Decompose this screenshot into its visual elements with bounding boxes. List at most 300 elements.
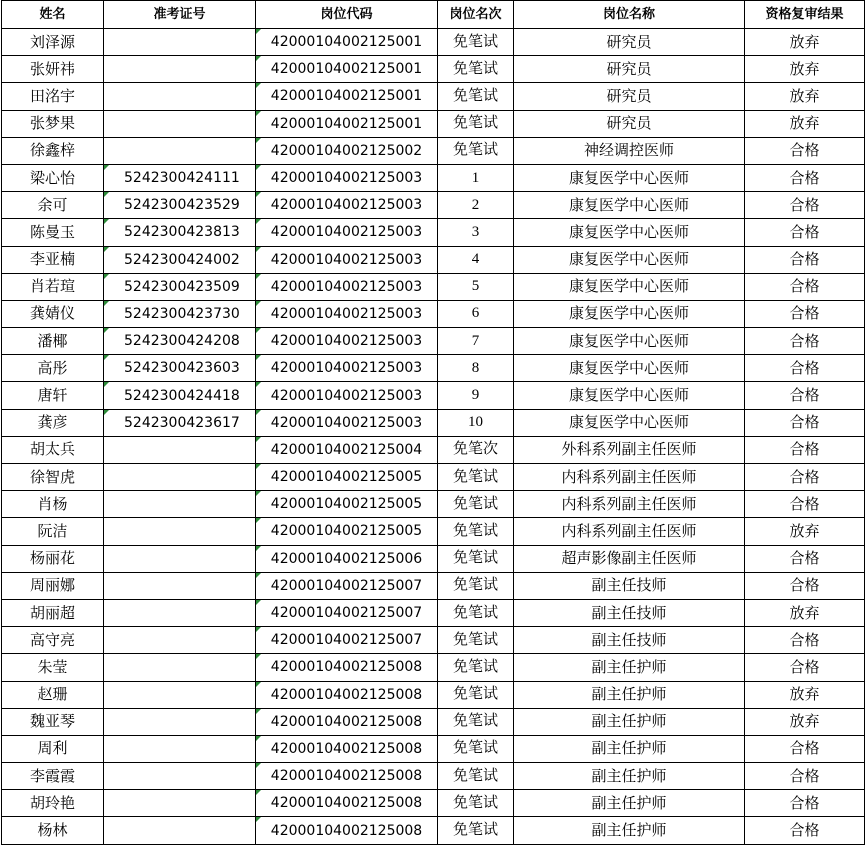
table-row bbox=[2, 545, 865, 572]
cell-name[interactable] bbox=[2, 572, 104, 599]
cell-code[interactable] bbox=[256, 137, 438, 164]
cell-name[interactable] bbox=[2, 137, 104, 164]
cell-code[interactable] bbox=[256, 572, 438, 599]
cell-marker-icon bbox=[256, 410, 261, 415]
cell-title-text: 副主任护师 bbox=[591, 712, 667, 731]
cell-result[interactable] bbox=[745, 83, 865, 110]
cell-name[interactable] bbox=[2, 708, 104, 735]
cell-rank[interactable] bbox=[438, 355, 514, 382]
cell-rank-text: 5 bbox=[471, 278, 480, 295]
cell-result-text: 合格 bbox=[789, 494, 820, 513]
cell-rank[interactable] bbox=[438, 545, 514, 572]
cell-result[interactable] bbox=[745, 708, 865, 735]
cell-result[interactable] bbox=[745, 219, 865, 246]
cell-name[interactable] bbox=[2, 464, 104, 491]
cell-title[interactable] bbox=[514, 273, 745, 300]
cell-exam-id[interactable] bbox=[104, 627, 256, 654]
cell-exam-id[interactable] bbox=[104, 599, 256, 626]
cell-exam-id[interactable] bbox=[104, 572, 256, 599]
cell-marker-icon bbox=[256, 491, 261, 496]
cell-exam-id[interactable] bbox=[104, 708, 256, 735]
cell-rank[interactable] bbox=[438, 572, 514, 599]
cell-exam-id[interactable] bbox=[104, 164, 256, 191]
cell-name-text: 张妍祎 bbox=[29, 59, 75, 78]
cell-code-text: 42000104002125003 bbox=[270, 333, 423, 350]
cell-code[interactable] bbox=[256, 219, 438, 246]
cell-name-text: 赵珊 bbox=[37, 685, 68, 704]
cell-result[interactable] bbox=[745, 627, 865, 654]
cell-code-text: 42000104002125003 bbox=[270, 305, 423, 322]
cell-result[interactable] bbox=[745, 56, 865, 83]
cell-code-text: 42000104002125005 bbox=[270, 469, 423, 486]
cell-exam-id-text: 5242300424002 bbox=[124, 251, 240, 268]
cell-title-text: 康复医学中心医师 bbox=[568, 304, 689, 323]
cell-rank-text: 免笔试 bbox=[452, 767, 498, 784]
cell-rank[interactable] bbox=[438, 735, 514, 762]
cell-exam-id[interactable] bbox=[104, 246, 256, 273]
cell-rank[interactable] bbox=[438, 382, 514, 409]
cell-exam-id[interactable] bbox=[104, 518, 256, 545]
cell-title-text: 超声影像副主任医师 bbox=[561, 549, 697, 568]
cell-code-text: 42000104002125005 bbox=[270, 496, 423, 513]
cell-result[interactable] bbox=[745, 491, 865, 518]
table-row bbox=[2, 29, 865, 56]
cell-exam-id[interactable] bbox=[104, 464, 256, 491]
cell-result-text: 合格 bbox=[789, 168, 820, 187]
cell-title-text: 康复医学中心医师 bbox=[568, 168, 689, 187]
cell-result-text: 放弃 bbox=[789, 86, 820, 105]
cell-rank[interactable] bbox=[438, 246, 514, 273]
cell-result-text: 合格 bbox=[789, 549, 820, 568]
cell-rank-text: 免笔试 bbox=[452, 740, 498, 757]
cell-name-text: 周丽娜 bbox=[29, 576, 75, 595]
cell-title[interactable] bbox=[514, 83, 745, 110]
cell-result[interactable] bbox=[745, 29, 865, 56]
cell-marker-icon bbox=[256, 247, 261, 252]
cell-name[interactable] bbox=[2, 29, 104, 56]
cell-rank-text: 免笔试 bbox=[452, 631, 498, 648]
cell-title[interactable] bbox=[514, 735, 745, 762]
cell-code[interactable] bbox=[256, 164, 438, 191]
cell-result-text: 放弃 bbox=[789, 685, 820, 704]
cell-result-text: 合格 bbox=[789, 793, 820, 812]
table-row bbox=[2, 409, 865, 436]
cell-title-text: 康复医学中心医师 bbox=[568, 331, 689, 350]
cell-result[interactable] bbox=[745, 518, 865, 545]
cell-marker-icon bbox=[256, 192, 261, 197]
cell-name-text: 肖杨 bbox=[37, 494, 68, 513]
cell-code-text: 42000104002125001 bbox=[270, 115, 423, 132]
cell-name[interactable] bbox=[2, 518, 104, 545]
cell-exam-id[interactable] bbox=[104, 355, 256, 382]
cell-name-text: 杨丽花 bbox=[29, 549, 75, 568]
table-row bbox=[2, 572, 865, 599]
cell-title-text: 内科系列副主任医师 bbox=[561, 494, 697, 513]
cell-name[interactable] bbox=[2, 735, 104, 762]
header-name: 姓名 bbox=[2, 1, 104, 29]
cell-code[interactable] bbox=[256, 273, 438, 300]
cell-title[interactable] bbox=[514, 29, 745, 56]
cell-result[interactable] bbox=[745, 246, 865, 273]
cell-code-text: 42000104002125003 bbox=[270, 278, 423, 295]
cell-marker-icon bbox=[256, 654, 261, 659]
cell-rank[interactable] bbox=[438, 436, 514, 463]
cell-title-text: 康复医学中心医师 bbox=[568, 277, 689, 296]
cell-code[interactable] bbox=[256, 735, 438, 762]
cell-result-text: 合格 bbox=[789, 141, 820, 160]
cell-name[interactable] bbox=[2, 382, 104, 409]
cell-title[interactable] bbox=[514, 627, 745, 654]
cell-title[interactable] bbox=[514, 409, 745, 436]
cell-exam-id[interactable] bbox=[104, 491, 256, 518]
cell-code[interactable] bbox=[256, 110, 438, 137]
cell-code[interactable] bbox=[256, 708, 438, 735]
table-row bbox=[2, 83, 865, 110]
cell-title[interactable] bbox=[514, 817, 745, 844]
cell-marker-icon bbox=[256, 627, 261, 632]
cell-code[interactable] bbox=[256, 56, 438, 83]
cell-result[interactable] bbox=[745, 300, 865, 327]
cell-name[interactable] bbox=[2, 409, 104, 436]
cell-title[interactable] bbox=[514, 464, 745, 491]
cell-marker-icon bbox=[256, 709, 261, 714]
cell-rank-text: 4 bbox=[471, 251, 480, 268]
cell-result[interactable] bbox=[745, 817, 865, 844]
cell-title-text: 副主任技师 bbox=[591, 576, 667, 595]
cell-name[interactable] bbox=[2, 790, 104, 817]
cell-title[interactable] bbox=[514, 110, 745, 137]
cell-name[interactable] bbox=[2, 328, 104, 355]
cell-name-text: 魏亚琴 bbox=[29, 712, 75, 731]
cell-name-text: 田洺宇 bbox=[29, 86, 75, 105]
cell-rank-text: 6 bbox=[471, 305, 480, 322]
cell-name-text: 李霞霞 bbox=[29, 766, 75, 785]
cell-marker-icon bbox=[256, 600, 261, 605]
cell-title-text: 康复医学中心医师 bbox=[568, 195, 689, 214]
cell-title[interactable] bbox=[514, 790, 745, 817]
cell-result-text: 合格 bbox=[789, 766, 820, 785]
cell-code[interactable] bbox=[256, 599, 438, 626]
cell-marker-icon bbox=[256, 83, 261, 88]
cell-code[interactable] bbox=[256, 300, 438, 327]
cell-result[interactable] bbox=[745, 382, 865, 409]
cell-result[interactable] bbox=[745, 164, 865, 191]
cell-exam-id[interactable] bbox=[104, 110, 256, 137]
cell-rank[interactable] bbox=[438, 83, 514, 110]
cell-exam-id[interactable] bbox=[104, 83, 256, 110]
cell-rank[interactable] bbox=[438, 164, 514, 191]
cell-name-text: 潘椰 bbox=[37, 331, 68, 350]
cell-title[interactable] bbox=[514, 56, 745, 83]
cell-code-text: 42000104002125007 bbox=[270, 605, 423, 622]
cell-exam-id-text: 5242300423509 bbox=[124, 278, 240, 295]
cell-result-text: 放弃 bbox=[789, 712, 820, 731]
cell-name[interactable] bbox=[2, 56, 104, 83]
cell-name[interactable] bbox=[2, 219, 104, 246]
cell-title[interactable] bbox=[514, 246, 745, 273]
table-row bbox=[2, 599, 865, 626]
cell-name[interactable] bbox=[2, 83, 104, 110]
cell-name[interactable] bbox=[2, 246, 104, 273]
cell-result[interactable] bbox=[745, 436, 865, 463]
cell-marker-icon bbox=[104, 355, 109, 360]
cell-rank[interactable] bbox=[438, 300, 514, 327]
cell-result[interactable] bbox=[745, 681, 865, 708]
cell-result[interactable] bbox=[745, 355, 865, 382]
cell-title[interactable] bbox=[514, 518, 745, 545]
cell-result[interactable] bbox=[745, 137, 865, 164]
cell-marker-icon bbox=[104, 301, 109, 306]
cell-title[interactable] bbox=[514, 164, 745, 191]
cell-result-text: 合格 bbox=[789, 304, 820, 323]
cell-name-text: 张梦果 bbox=[29, 114, 75, 133]
cell-result[interactable] bbox=[745, 110, 865, 137]
cell-code[interactable] bbox=[256, 29, 438, 56]
cell-rank-text: 3 bbox=[471, 223, 480, 240]
cell-result[interactable] bbox=[745, 328, 865, 355]
cell-code[interactable] bbox=[256, 654, 438, 681]
cell-exam-id[interactable] bbox=[104, 192, 256, 219]
table-row bbox=[2, 436, 865, 463]
cell-rank[interactable] bbox=[438, 627, 514, 654]
cell-exam-id[interactable] bbox=[104, 681, 256, 708]
cell-name[interactable] bbox=[2, 192, 104, 219]
cell-code[interactable] bbox=[256, 518, 438, 545]
cell-title[interactable] bbox=[514, 355, 745, 382]
cell-marker-icon bbox=[256, 138, 261, 143]
table-row bbox=[2, 817, 865, 844]
cell-result[interactable] bbox=[745, 599, 865, 626]
cell-name[interactable] bbox=[2, 817, 104, 844]
cell-exam-id[interactable] bbox=[104, 137, 256, 164]
cell-exam-id[interactable] bbox=[104, 273, 256, 300]
cell-name-text: 刘泽源 bbox=[29, 32, 75, 51]
cell-rank[interactable] bbox=[438, 29, 514, 56]
cell-result[interactable] bbox=[745, 273, 865, 300]
cell-name[interactable] bbox=[2, 273, 104, 300]
cell-marker-icon bbox=[104, 328, 109, 333]
cell-title[interactable] bbox=[514, 681, 745, 708]
cell-rank[interactable] bbox=[438, 763, 514, 790]
header-rank: 岗位名次 bbox=[438, 1, 514, 29]
cell-title[interactable] bbox=[514, 436, 745, 463]
cell-name[interactable] bbox=[2, 627, 104, 654]
cell-rank[interactable] bbox=[438, 790, 514, 817]
cell-result[interactable] bbox=[745, 763, 865, 790]
cell-exam-id[interactable] bbox=[104, 328, 256, 355]
cell-exam-id[interactable] bbox=[104, 436, 256, 463]
cell-result-text: 合格 bbox=[789, 739, 820, 758]
cell-code[interactable] bbox=[256, 681, 438, 708]
cell-name[interactable] bbox=[2, 355, 104, 382]
table-row bbox=[2, 627, 865, 654]
cell-code-text: 42000104002125008 bbox=[270, 822, 423, 839]
cell-name[interactable] bbox=[2, 491, 104, 518]
cell-title[interactable] bbox=[514, 192, 745, 219]
cell-name[interactable] bbox=[2, 545, 104, 572]
cell-name-text: 胡玲艳 bbox=[29, 793, 75, 812]
cell-title[interactable] bbox=[514, 491, 745, 518]
cell-rank[interactable] bbox=[438, 518, 514, 545]
cell-code[interactable] bbox=[256, 83, 438, 110]
cell-marker-icon bbox=[104, 192, 109, 197]
cell-name[interactable] bbox=[2, 110, 104, 137]
cell-rank[interactable] bbox=[438, 110, 514, 137]
cell-result[interactable] bbox=[745, 192, 865, 219]
cell-name-text: 龚婧仪 bbox=[29, 304, 75, 323]
cell-result-text: 放弃 bbox=[789, 32, 820, 51]
cell-exam-id[interactable] bbox=[104, 219, 256, 246]
cell-code[interactable] bbox=[256, 763, 438, 790]
cell-title[interactable] bbox=[514, 300, 745, 327]
cell-result[interactable] bbox=[745, 790, 865, 817]
cell-exam-id-text: 5242300424418 bbox=[124, 387, 240, 404]
cell-code[interactable] bbox=[256, 436, 438, 463]
cell-marker-icon bbox=[256, 790, 261, 795]
cell-exam-id[interactable] bbox=[104, 790, 256, 817]
cell-code[interactable] bbox=[256, 491, 438, 518]
cell-exam-id[interactable] bbox=[104, 735, 256, 762]
table-row bbox=[2, 382, 865, 409]
cell-title-text: 内科系列副主任医师 bbox=[561, 467, 697, 486]
cell-title[interactable] bbox=[514, 328, 745, 355]
cell-exam-id[interactable] bbox=[104, 409, 256, 436]
cell-rank[interactable] bbox=[438, 817, 514, 844]
cell-title-text: 康复医学中心医师 bbox=[568, 250, 689, 269]
cell-exam-id[interactable] bbox=[104, 817, 256, 844]
cell-code-text: 42000104002125004 bbox=[270, 441, 423, 458]
cell-rank[interactable] bbox=[438, 708, 514, 735]
cell-marker-icon bbox=[256, 817, 261, 822]
cell-exam-id[interactable] bbox=[104, 654, 256, 681]
cell-title-text: 神经调控医师 bbox=[583, 141, 674, 160]
cell-code[interactable] bbox=[256, 627, 438, 654]
cell-exam-id[interactable] bbox=[104, 382, 256, 409]
cell-exam-id[interactable] bbox=[104, 29, 256, 56]
cell-title[interactable] bbox=[514, 708, 745, 735]
cell-title[interactable] bbox=[514, 382, 745, 409]
cell-title[interactable] bbox=[514, 763, 745, 790]
cell-code[interactable] bbox=[256, 328, 438, 355]
cell-code-text: 42000104002125003 bbox=[270, 387, 423, 404]
table-row bbox=[2, 681, 865, 708]
cell-rank-text: 免笔试 bbox=[452, 115, 498, 132]
cell-code[interactable] bbox=[256, 790, 438, 817]
cell-code-text: 42000104002125001 bbox=[270, 61, 423, 78]
header-code: 岗位代码 bbox=[256, 1, 438, 29]
cell-code[interactable] bbox=[256, 464, 438, 491]
cell-title[interactable] bbox=[514, 654, 745, 681]
cell-rank-text: 1 bbox=[471, 169, 480, 186]
cell-rank-text: 免笔试 bbox=[452, 33, 498, 50]
cell-rank[interactable] bbox=[438, 654, 514, 681]
cell-rank[interactable] bbox=[438, 328, 514, 355]
cell-result[interactable] bbox=[745, 572, 865, 599]
cell-title-text: 研究员 bbox=[606, 59, 652, 78]
table-row bbox=[2, 219, 865, 246]
cell-result[interactable] bbox=[745, 409, 865, 436]
cell-rank[interactable] bbox=[438, 491, 514, 518]
cell-name[interactable] bbox=[2, 164, 104, 191]
cell-title[interactable] bbox=[514, 137, 745, 164]
cell-result-text: 放弃 bbox=[789, 603, 820, 622]
cell-rank-text: 2 bbox=[471, 196, 480, 213]
cell-rank-text: 免笔试 bbox=[452, 468, 498, 485]
cell-name[interactable] bbox=[2, 654, 104, 681]
cell-title-text: 副主任护师 bbox=[591, 739, 667, 758]
cell-exam-id[interactable] bbox=[104, 56, 256, 83]
cell-result[interactable] bbox=[745, 654, 865, 681]
cell-marker-icon bbox=[256, 219, 261, 224]
cell-name[interactable] bbox=[2, 436, 104, 463]
cell-rank[interactable] bbox=[438, 137, 514, 164]
cell-code[interactable] bbox=[256, 192, 438, 219]
cell-code-text: 42000104002125003 bbox=[270, 360, 423, 377]
cell-marker-icon bbox=[256, 301, 261, 306]
cell-title-text: 副主任护师 bbox=[591, 685, 667, 704]
cell-rank-text: 免笔试 bbox=[452, 577, 498, 594]
cell-title[interactable] bbox=[514, 545, 745, 572]
cell-title-text: 副主任护师 bbox=[591, 766, 667, 785]
cell-rank[interactable] bbox=[438, 409, 514, 436]
cell-code-text: 42000104002125001 bbox=[270, 34, 423, 51]
cell-title[interactable] bbox=[514, 219, 745, 246]
cell-title[interactable] bbox=[514, 599, 745, 626]
cell-exam-id[interactable] bbox=[104, 300, 256, 327]
cell-name-text: 周利 bbox=[37, 739, 68, 758]
cell-title-text: 副主任护师 bbox=[591, 657, 667, 676]
cell-name[interactable] bbox=[2, 681, 104, 708]
cell-rank-text: 免笔试 bbox=[452, 522, 498, 539]
cell-rank[interactable] bbox=[438, 56, 514, 83]
cell-rank-text: 免笔试 bbox=[452, 794, 498, 811]
cell-code[interactable] bbox=[256, 409, 438, 436]
cell-rank[interactable] bbox=[438, 192, 514, 219]
cell-exam-id-text: 5242300423730 bbox=[124, 305, 240, 322]
cell-rank[interactable] bbox=[438, 273, 514, 300]
cell-name[interactable] bbox=[2, 763, 104, 790]
cell-code-text: 42000104002125005 bbox=[270, 523, 423, 540]
cell-marker-icon bbox=[256, 573, 261, 578]
cell-title[interactable] bbox=[514, 572, 745, 599]
cell-code[interactable] bbox=[256, 817, 438, 844]
cell-code-text: 42000104002125003 bbox=[270, 251, 423, 268]
cell-rank[interactable] bbox=[438, 464, 514, 491]
cell-result-text: 合格 bbox=[789, 467, 820, 486]
cell-code[interactable] bbox=[256, 545, 438, 572]
cell-rank[interactable] bbox=[438, 681, 514, 708]
cell-exam-id[interactable] bbox=[104, 763, 256, 790]
table-row bbox=[2, 246, 865, 273]
cell-result[interactable] bbox=[745, 545, 865, 572]
cell-name-text: 余可 bbox=[37, 195, 68, 214]
cell-code-text: 42000104002125006 bbox=[270, 550, 423, 567]
cell-rank[interactable] bbox=[438, 599, 514, 626]
cell-code-text: 42000104002125007 bbox=[270, 577, 423, 594]
cell-rank[interactable] bbox=[438, 219, 514, 246]
cell-code[interactable] bbox=[256, 246, 438, 273]
cell-exam-id[interactable] bbox=[104, 545, 256, 572]
cell-name[interactable] bbox=[2, 599, 104, 626]
cell-code-text: 42000104002125003 bbox=[270, 414, 423, 431]
cell-name-text: 朱莹 bbox=[37, 657, 68, 676]
cell-result[interactable] bbox=[745, 464, 865, 491]
cell-name-text: 唐轩 bbox=[37, 386, 68, 405]
cell-result[interactable] bbox=[745, 735, 865, 762]
cell-code[interactable] bbox=[256, 382, 438, 409]
cell-code[interactable] bbox=[256, 355, 438, 382]
cell-name[interactable] bbox=[2, 300, 104, 327]
